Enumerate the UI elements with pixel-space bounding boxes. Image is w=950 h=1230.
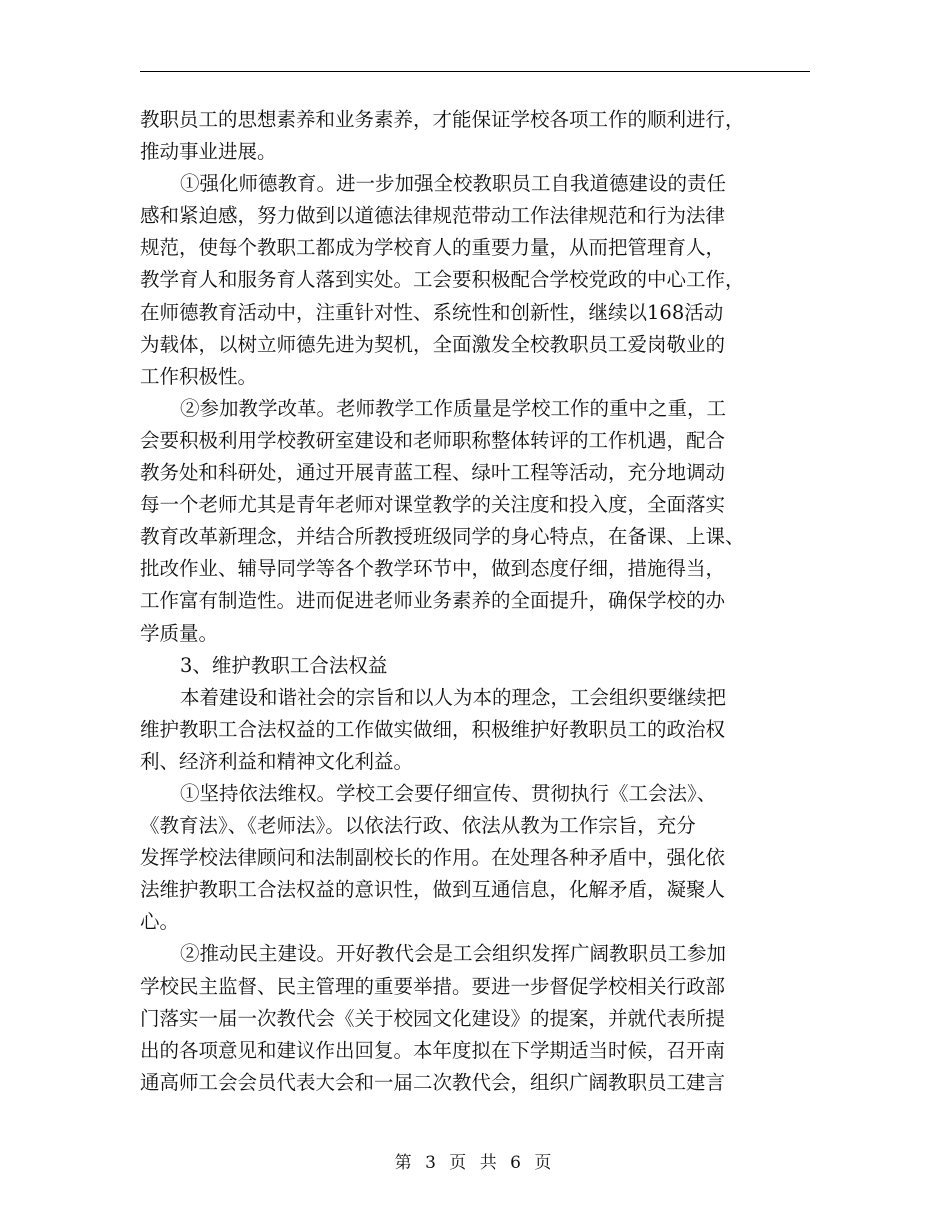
text-line: 利、经济利益和精神文化利益。	[140, 749, 414, 773]
text-line: 通高师工会会员代表大会和一届二次教代会，组织广阔教职员工建言	[140, 1070, 726, 1094]
text-line: 《教育法》、《老师法》。以依法行政、依法从教为工作宗旨，充分	[140, 814, 696, 838]
paragraph	[140, 393, 810, 650]
body-text	[140, 104, 810, 1099]
text-line: 教务处和科研处，通过开展青蓝工程、绿叶工程等活动，充分地调动	[140, 461, 726, 485]
text-line: 每一个老师尤其是青年老师对课堂教学的关注度和投入度，全面落实	[140, 493, 726, 517]
text-line: 学校民主监督、民主管理的重要举措。要进一步督促学校相关行政部	[140, 974, 726, 998]
text-line: 学质量。	[140, 621, 219, 645]
text-line: 批改作业、辅导同学等各个教学环节中，做到态度仔细，措施得当，	[140, 557, 726, 581]
text-line: 门落实一届一次教代会《关于校园文化建设》的提案，并就代表所提	[140, 1006, 726, 1030]
page-footer: 第 3 页 共 6 页	[394, 1153, 556, 1173]
text-line: 感和紧迫感，努力做到以道德法律规范带动工作法律规范和行为法律	[140, 204, 726, 228]
paragraph	[140, 778, 810, 938]
text-line: ①强化师德教育。进一步加强全校教职员工自我道德建设的责任	[180, 172, 727, 196]
header-rule	[140, 71, 810, 72]
text-line: 发挥学校法律顾问和法制副校长的作用。在处理各种矛盾中，强化依	[140, 846, 726, 870]
text-line: 工作富有制造性。进而促进老师业务素养的全面提升，确保学校的办	[140, 589, 726, 613]
text-line: 推动事业进展。	[140, 140, 277, 164]
paragraph	[140, 682, 810, 778]
text-line: 心。	[140, 910, 180, 934]
text-line: 规范，使每个教职工都成为学校育人的重要力量，从而把管理育人，	[140, 236, 726, 260]
text-line: 教学育人和服务育人落到实处。工会要积极配合学校党政的中心工作，	[140, 268, 745, 292]
text-line: 出的各项意见和建议作出回复。本年度拟在下学期适当时候，召开南	[140, 1038, 726, 1062]
text-line: 维护教职工合法权益的工作做实做细，积极维护好教职员工的政治权	[140, 717, 726, 741]
text-line: 3、维护教职工合法权益	[180, 653, 388, 677]
text-line: ②推动民主建设。开好教代会是工会组织发挥广阔教职员工参加	[180, 942, 727, 966]
text-line: ②参加教学改革。老师教学工作质量是学校工作的重中之重，工	[180, 396, 727, 420]
text-line: 工作积极性。	[140, 364, 258, 388]
paragraph	[140, 104, 810, 168]
text-line: 教育改革新理念，并结合所教授班级同学的身心特点，在备课、上课、	[140, 525, 745, 549]
text-line: 教职员工的思想素养和业务素养，才能保证学校各项工作的顺利进行，	[140, 108, 745, 131]
paragraph	[140, 650, 810, 682]
text-line: 为载体，以树立师德先进为契机，全面激发全校教职员工爱岗敬业的	[140, 332, 726, 356]
paragraph	[140, 938, 810, 1098]
text-line: 在师德教育活动中，注重针对性、系统性和创新性，继续以168活动	[140, 300, 724, 324]
text-line: 会要积极利用学校教研室建设和老师职称整体转评的工作机遇，配合	[140, 428, 726, 452]
text-line: ①坚持依法维权。学校工会要仔细宣传、贯彻执行《工会法》、	[180, 781, 717, 805]
paragraph	[140, 168, 810, 393]
text-line: 本着建设和谐社会的宗旨和以人为本的理念，工会组织要继续把	[180, 685, 727, 709]
text-line: 法维护教职工合法权益的意识性，做到互通信息，化解矛盾，凝聚人	[140, 878, 726, 902]
